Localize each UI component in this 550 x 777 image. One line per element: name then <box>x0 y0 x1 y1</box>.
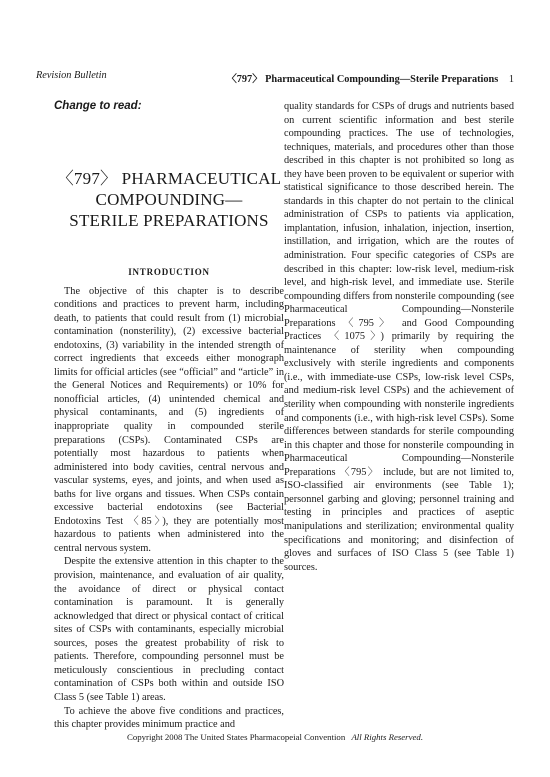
paragraph: The objective of this chapter is to describe conditions and practices to prevent harm, including death, to patients that could result from (1) microbial contamination (nonsterility), (2) excessive bacterial endotoxins, (3) variability in the intended strength of correct ingredients that exceeds either monograph limits for official articles (see “official” and “article” in the General Notices and Requirements) or 10% for nonofficial articles, (4) unintended chemical and physical contaminants, and (5) ingredients of inappropriate quality in compounded sterile preparations (CSPs). Contaminated CSPs are potentially most hazardous to patients when administered into body cavities, central nervous and vascular systems, eyes, and joints, and when used as baths for live organs and tissues. When CSPs contain excessive bacterial endotoxins (see Bacterial Endotoxins Test 〈85〉), they are potentially most hazardous to patients when administered into the central nervous system. <box>54 285 284 554</box>
chapter-title <box>54 168 284 231</box>
running-title: 〈797〉 Pharmaceutical Compounding—Sterile Preparations <box>226 74 499 85</box>
paragraph: To achieve the above five conditions and practices, this chapter provides minimum practice and <box>54 705 284 731</box>
chapter-title-line-2: COMPOUNDING— <box>95 189 243 209</box>
right-column <box>284 100 514 574</box>
chapter-title-line-3: STERILE PREPARATIONS <box>69 210 269 230</box>
rights-text: All Rights Reserved. <box>351 732 424 742</box>
page-number: 1 <box>508 74 514 85</box>
copyright-footer <box>0 732 550 742</box>
copyright-text: Copyright 2008 The United States Pharmacopeial Convention <box>126 732 346 742</box>
running-header <box>36 70 514 84</box>
section-heading: INTRODUCTION <box>128 266 210 277</box>
change-notice: Change to read: <box>54 100 142 112</box>
paragraph: Despite the extensive attention in this chapter to the provision, maintenance, and evaluation of air quality, the avoidance of direct or physical contact contamination is paramount. It is generally acknowledged that direct or physical contact of critical sites of CSPs with contaminants, especially microbial sources, poses the greatest probability of risk to patients. Therefore, compounding personnel must be meticulously conscientious in precluding contact contamination of CSPs both within and outside ISO Class 5 (see Table 1) areas. <box>54 556 284 703</box>
chapter-title-line-1: 〈797〉 PHARMACEUTICAL <box>56 168 282 188</box>
paragraph: quality standards for CSPs of drugs and nutrients based on current scientific information and best sterile compounding practices. The use of technologies, techniques, materials, and procedures other than those described in this chapter is not prohibited so long as they have been proven to be equivalent or superior with statistical significance to those described herein. The standards in this chapter do not pertain to the clinical administration of CSPs to patients via application, implantation, infusion, inhalation, injection, insertion, instillation, and irrigation, which are the routes of administration. Four specific categories of CSPs are described in this chapter: low-risk level, medium-risk level, and high-risk level, and immediate use. Sterile compounding differs from nonsterile compounding (see Pharmaceutical Compounding—Nonsterile Preparations 〈795〉 and Good Compounding Practices 〈1075〉) primarily by requiring the maintenance of sterility when compounding exclusively with sterile ingredients and components (i.e., with immediate-use CSPs, low-risk level CSPs, and medium-risk level CSPs) and the achievement of sterility when compounding with nonsterile ingredients and components (i.e., with high-risk level CSPs). Some differences between standards for sterile compounding in this chapter and those for nonsterile compounding in Pharmaceutical Compounding—Nonsterile Preparations 〈795〉 include, but are not limited to, ISO-classified air environments (see Table 1); personnel garbing and gloving; personnel training and testing in principles and practices of aseptic manipulations and sterilization; environmental quality specifications and monitoring; and disinfection of gloves and surfaces of ISO Class 5 (see Table 1) sources. <box>284 101 515 573</box>
bulletin-label: Revision Bulletin <box>36 70 107 81</box>
header-right <box>226 70 514 85</box>
left-column <box>54 100 284 732</box>
